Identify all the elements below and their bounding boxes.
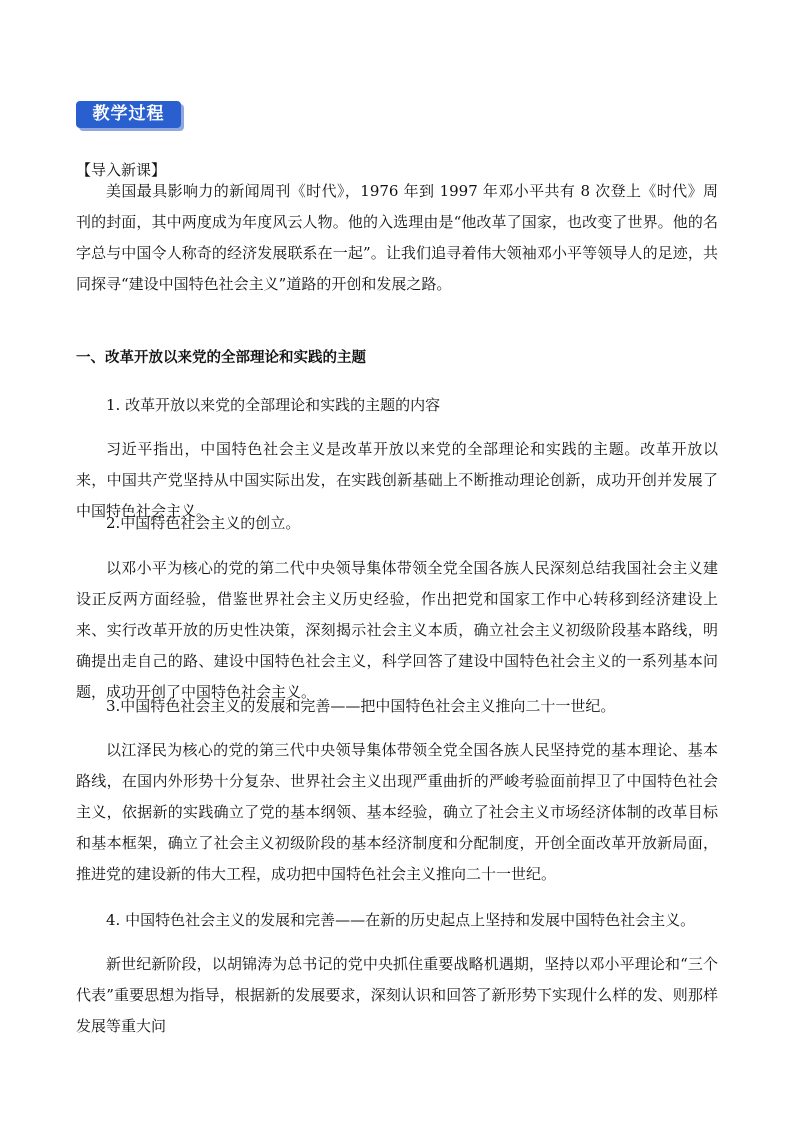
subsection-paragraph-3: 以江泽民为核心的党的第三代中央领导集体带领全党全国各族人民坚持党的基本理论、基本路线，在国内外形势十分复杂、世界社会主义出现严重曲折的严峻考验面前捍卫了中国特色社会主义，依据新的实践确立了党的基本纲领、基本经验，确立了社会主义市场经济体制的改革目标和基本框架，确立了社会主义初级阶段的基本经济制度和分配制度，开创全面改革开放新局面，推进党的建设新的伟大工程，成功把中国特色社会主义推向二十一世纪。 (76, 741, 718, 883)
section-heading: 一、改革开放以来党的全部理论和实践的主题 (76, 350, 366, 366)
subsection-paragraph-1: 习近平指出，中国特色社会主义是改革开放以来党的全部理论和实践的主题。改革开放以来，中国共产党坚持从中国实际出发，在实践创新基础上不断推动理论创新，成功开创并发展了中国特色社会主义。 (76, 440, 718, 520)
intro-paragraph: 美国最具影响力的新闻周刊《时代》，1976 年到 1997 年邓小平共有 8 次登上《时代》周刊的封面，其中两度成为年度风云人物。他的入选理由是“他改革了国家，也改变了世界。他的名字总与中国令人称奇的经济发展联系在一起”。让我们追寻着伟大领袖邓小平等领导人的足迹，共同探寻“建设中国特色社会主义”道路的开创和发展之路。 (76, 182, 718, 293)
section-badge: 教学过程 (76, 101, 181, 128)
subsection-paragraph-4: 新世纪新阶段，以胡锦涛为总书记的党中央抓住重要战略机遇期，坚持以邓小平理论和“三个代表”重要思想为指导，根据新的发展要求，深刻认识和回答了新形势下实现什么样的发、则那样发展等重大问 (76, 955, 718, 1035)
subsection-title-1: 1. 改革开放以来党的全部理论和实践的主题的内容 (106, 396, 441, 414)
subsection-paragraph-2: 以邓小平为核心的党的第二代中央领导集体带领全党全国各族人民深刻总结我国社会主义建设正反两方面经验，借鉴世界社会主义历史经验，作出把党和国家工作中心转移到经济建设上来、实行改革开放的历史性决策，深刻揭示社会主义本质，确立社会主义初级阶段基本路线，明确提出走自己的路、建设中国特色社会主义，科学回答了建设中国特色社会主义的一系列基本问题，成功开创了中国特色社会主义。 (76, 559, 718, 701)
intro-label: 【导入新课】 (76, 161, 167, 179)
subsection-title-2: 2.中国特色社会主义的创立。 (106, 514, 301, 532)
subsection-title-4: 4. 中国特色社会主义的发展和完善——在新的历史起点上坚持和发展中国特色社会主义。 (106, 911, 696, 929)
subsection-title-3: 3.中国特色社会主义的发展和完善——把中国特色社会主义推向二十一世纪。 (106, 697, 616, 715)
